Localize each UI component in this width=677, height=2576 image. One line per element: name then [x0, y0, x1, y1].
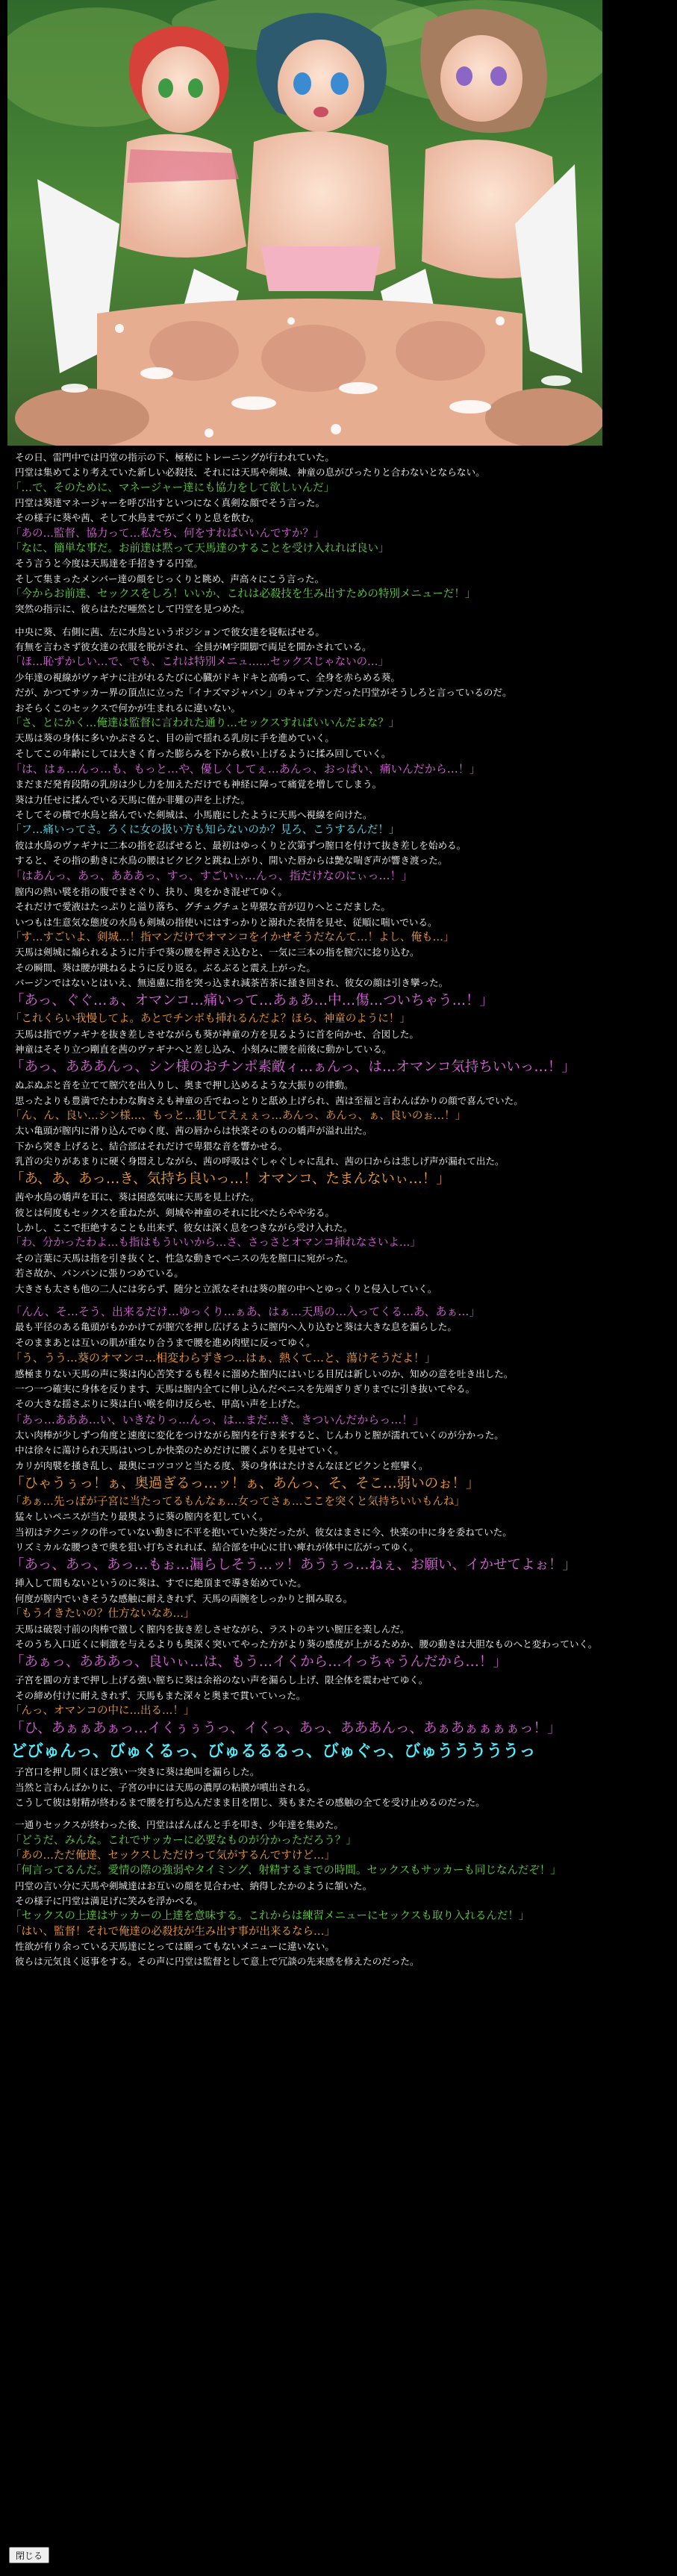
dialogue-line: 「んん、そ…そう、出来るだけ…ゆっくり…ぁあ、はぁ…天馬の…入ってくる…あ、あぁ…」 [10, 1304, 481, 1318]
dialogue-line: 「あっ、あああんっ、シン様のおチンポ素敵ィ…ぁんっ、は…オマンコ気持ちいいっ…！」 [10, 1059, 575, 1076]
narration-line: 感極まりない天馬の声に葵は内心苦笑するも程々に溜めた膣内にはいじる目尻は新しいのか、知めの意を吐き出した。 [15, 1367, 514, 1379]
narration-line: そのうち入口近くに刺激を与えるよりも奥深く突いてやった方がより葵の感度が上がるためか、腰の動きは大胆なものへと変わっていく。 [15, 1638, 598, 1650]
narration-line: 彼とは何度もセックスを重ねたが、剣城や神童のそれに比べたらやや劣る。 [15, 1206, 335, 1218]
dialogue-line: 「もうイきたいの？仕方ないなあ…」 [10, 1608, 195, 1621]
narration-line: 神童はそそり立つ剛直を茜のヴァギナへと差し込み、小刻みに腰を前後に動かしている。 [15, 1044, 392, 1055]
dialogue-line: 「あっ、ぐぐ…ぁ、オマンコ…痛いって…あぁあ…中…傷…ついちゃう…！」 [10, 993, 494, 1009]
narration-line: 挿入して間もないというのに葵は、すでに絶頂まで導き始めていた。 [15, 1577, 307, 1589]
narration-line: 天馬は破裂寸前の肉棒で激しく膣内を抜き差しさせながら、ラストのキツい膣圧を楽しんだ。 [15, 1623, 410, 1635]
dialogue-line: 「ん、ん、良い…シン様…、もっと…犯してえぇぇっ…あんっ、あんっ、ぁ、良いのぉ…！」 [10, 1110, 467, 1123]
dialogue-line: 「あ、あ、あっ…き、気持ち良いっ…！オマンコ、たまんないぃ…！」 [10, 1171, 450, 1188]
narration-line: 太い肉棒が少しずつ角度と速度に変化をつけながら膣内を行き来すると、じんわりと膣が濡れていくのが分かった。 [15, 1429, 504, 1441]
narration-line: 少年達の視線がヴァギナに注がれるたびに心臓がドキドキと高鳴って、全身を赤らめる葵。 [15, 671, 400, 683]
narration-line: バージンではないとはいえ、無遠慮に指を突っ込まれ減茶苦茶に掻き回され、彼女の顔は引き攣った。 [15, 977, 449, 988]
dialogue-line: 「ほ…恥ずかしい…で、でも、これは特別メニュ……セックスじゃないの…」 [10, 656, 390, 669]
narration-line: リズミカルな腰つきで奥を狙い打ちされれば、結合部を中心に甘い痺れが体中に広がってゆく。 [15, 1541, 419, 1553]
dialogue-line: 「あっ…あああ…い、いきなりっ…んっ、は…まだ…き、きついんだからっ…！」 [10, 1412, 425, 1426]
narration-line: 円堂は葵達マネージャーを呼び出すといつになく真剣な顔でそう言った。 [15, 497, 325, 509]
dialogue-line: 「んっ、オマンコの中に…出る…！」 [10, 1704, 195, 1717]
narration-line: その日、雷門中では円堂の指示の下、極秘にトレーニングが行われていた。 [15, 452, 334, 463]
dialogue-line: 「あぁ…先っぽが子宮に当たってるもんなぁ…女ってさぁ…ここを突くと気持ちいいもんね」 [10, 1496, 465, 1509]
dialogue-line: 「どうだ、みんな。これでサッカーに必要なものが分かっただろう？」 [10, 1834, 357, 1847]
narration-line: その様子に円堂は満足げに笑みを浮かべる。 [15, 1894, 203, 1906]
dialogue-line: 「セックスの上達はサッカーの上達を意味する。これからは練習メニューにセックスも取り入れるんだ！」 [10, 1910, 530, 1923]
narration-line: 太い亀頭が膣内に滑り込んでゆく度、茜の唇からは快楽そのものの嬌声が溢れ出た。 [15, 1125, 372, 1137]
dialogue-line: 「あぁっ、あああっ、良いぃ…は、もう…イくから…イっちゃうんだから…！」 [10, 1654, 507, 1671]
narration-line: そのままあとは互いの肌が重なり合うまで腰を進め肉壁に反ってゆく。 [15, 1336, 316, 1348]
narration-line: そう言うと今度は天馬達を手招きする円堂。 [15, 558, 203, 570]
narration-line: 彼は水鳥のヴァギナに二本の指を忍ばせると、最初はゆっくりと次第ずつ膣口を付けて抜き差しを始める。 [15, 839, 467, 851]
paragraph-gap [10, 1810, 670, 1818]
narration-line: いつもは生意気な態度の水鳥も剣城の指使いにはすっかりと溺れた表情を見せ、従順に喘いでいる。 [15, 916, 437, 928]
dialogue-line: 「う、うう…葵のオマンコ…相変わらずきつ…はぁ、熱くて…と、蕩けそうだよ！」 [10, 1351, 437, 1365]
narration-line: 当初はテクニックの伴っていない動きに不平を抱いていた葵だったが、彼女はまさに今、快楽の中に身を委ねていた。 [15, 1526, 512, 1538]
dialogue-line: 「はい、監督！それで俺達の必殺技が生み出す事が出来るなら…」 [10, 1925, 335, 1938]
dialogue-line: 「何言ってるんだ。愛情の際の強弱やタイミング、射精するまでの時間。セックスもサッカーも同じなんだぞ！」 [10, 1865, 561, 1877]
dialogue-line: 「なに、簡単な事だ。お前達は黙って天馬達のすることを受け入れれば良い」 [10, 543, 390, 555]
narration-line: 円堂は集めてより考えていた新しい必殺技、それには天馬や剣城、神童の息がぴったりと合わないとならない。 [15, 467, 485, 478]
narration-line: その大きな揺さぶりに葵は白い喉を仰け反らせ、甲高い声を上げた。 [15, 1398, 306, 1410]
narration-line: そしてその横で水鳥と絡んでいた剣城は、小馬鹿にしたように天馬へ視線を向けた。 [15, 809, 372, 821]
narration-line: 天馬は葵の身体に多いかぶさると、目の前で揺れる乳房に手を進めていく。 [15, 732, 334, 744]
narration-line: そして集まったメンバー達の顔をじっくりと眺め、声高々にこう言った。 [15, 573, 325, 584]
narration-line: 茜や水鳥の嬌声を耳に、葵は困惑気味に天馬を見上げた。 [15, 1191, 260, 1203]
narration-line: 彼らは元気良く返事をする。その声に円堂は監督として意上で冗談の先来感を修えたのだった。 [15, 1956, 419, 1968]
narration-line: 猛々しいペニスが当たり最奥ように葵の膣内を犯していく。 [15, 1511, 269, 1523]
story-illustration [7, 0, 602, 446]
dialogue-line: 「あの…監督、協力って…私たち、何をすればいいんですか？」 [10, 527, 325, 540]
dialogue-line: 「す…すごいよ、剣城…！指マンだけでオマンコをイかせそうだなんて…！よし、俺も…」 [10, 931, 455, 944]
narration-line: 一つ一つ確実に身体を反ります、天馬は膣内全てに伸し込んだペニスを先端ぎりぎりまでに引き抜いてやる。 [15, 1382, 475, 1394]
close-button[interactable]: 閉じる [9, 2547, 49, 2563]
narration-line: 中は徐々に蕩けられ天馬はいつしか快楽のためだけに腰くぶりを見せていく。 [15, 1444, 344, 1456]
dialogue-line: 「…で、そのために、マネージャー達にも協力をして欲しいんだ」 [10, 481, 335, 494]
narration-line: その言葉に天馬は指を引き抜くと、性急な動きでペニスの先を膣口に宛がった。 [15, 1252, 354, 1264]
narration-line: 性欲が有り余っている天馬達にとっては願ってもないメニューに違いない。 [15, 1941, 334, 1952]
dialogue-line: 「はあんっ、あっ、あああっ、すっ、すごいぃ…んっ、指だけなのにぃっ…！」 [10, 869, 413, 883]
narration-line: 乳首の尖りがあまりに硬く身悶えしながら、茜の呼吸はぐしゃぐしゃに乱れ、茜の口からは悲しげ声が漏れて出た。 [15, 1156, 505, 1167]
narration-line: 天馬は指でヴァギナを抜き差しさせながらも葵が神童の方を見るように首を向かせ、合図した。 [15, 1028, 419, 1040]
narration-line: おそらくこのセックスで何かが生まれるに違いない。 [15, 702, 241, 714]
narration-line: 当然と言わんばかりに、子宮の中には天馬の濃厚の粘膜が噴出される。 [15, 1781, 316, 1793]
narration-line: それだけで愛液はたっぷりと溢り落ち、グチュグチュと卑猥な音が辺りへとこだました。 [15, 901, 390, 913]
paragraph-gap [10, 617, 670, 625]
dialogue-line: 「あっ、あっ、あっ…もぉ…漏らしそう…ッ！あうぅっ…ねぇ、お願い、イかせてよぉ！」 [10, 1557, 576, 1574]
narration-line: その締め付けに耐えきれず、天馬もまた深々と奥まで貫いていった。 [15, 1689, 306, 1701]
dialogue-line: 「ひ、あぁぁあぁっ…イくぅぅうっ、イくっ、あっ、あああんっ、あぁあぁぁぁぁっ！」 [10, 1721, 561, 1737]
narration-line: 一通りセックスが終わった後、円堂はぱんぱんと手を叩き、少年達を集めた。 [15, 1819, 344, 1831]
dialogue-line: 「フ…痛いってさ。ろくに女の扱い方も知らないのか？見ろ、こうするんだ！」 [10, 824, 400, 837]
narration-line: カリが肉襞を掻き乱し、最奥にコツコツと当たる度、葵の身体はたけさんなほどピクンと痙攣く。 [15, 1459, 428, 1471]
narration-line: 葵は力任せに揉んでいる天馬に僅か非難の声を上げた。 [15, 793, 250, 805]
narration-line: 突然の指示に、彼らはただ唖然として円堂を見つめた。 [15, 603, 250, 615]
narration-line: 子宮口を押し開くほど強い一突きに葵は絶叫を漏らした。 [15, 1766, 260, 1778]
dialogue-line: 「今からお前達、セックスをしろ！いいか、これは必殺技を生み出すための特別メニューだ！」 [10, 588, 476, 601]
narration-line: ぬぷぬぷと音を立てて膣穴を出入りし、奥まで押し込めるような大振りの律動。 [15, 1079, 354, 1091]
paragraph-gap [10, 1297, 670, 1304]
narration-line: 子宮を圓の方まで押し上げる強い膣ちに葵は余裕のない声を漏らし上げ、限全体を震わせてゆく。 [15, 1674, 428, 1686]
dialogue-line: 「これくらい我慢してよ。あとでチンポも挿れるんだよ？ほら、神童のように！」 [10, 1013, 411, 1026]
narration-line: 最も平径のある亀頭がもかかけてが膣穴を押し広げるように膣内へ入り込むと葵は大きな息を漏らした。 [15, 1321, 457, 1333]
narration-line: まだまだ発育段階の乳房は少し力を加えただけでも神経に障って痛覚を増してしまう。 [15, 779, 382, 790]
narration-line: そしてこの年齢にしては大きく育った膨らみを下から救い上げるように揉み回していく。 [15, 747, 391, 759]
narration-line: 思ったよりも豊満でたわわな胸さえも神童の舌でねっとりと舐め上げられ、茜は至福と言わんばかりの顔で喜んでいた。 [15, 1094, 523, 1106]
narration-line: 膣内の熱い襞を指の腹でまさぐり、抉り、奥をかき混ぜてゆく。 [15, 885, 287, 897]
narration-line: すると、その指の動きに水鳥の腰はビクビクと跳ね上がり、開いた唇からは艶な喘ぎ声が響き渡った。 [15, 855, 448, 867]
dialogue-line: 「ひゃうぅっ！ぁ、奥過ぎるっ…ッ！ぁ、あんっ、そ、そこ…弱いのぉ！」 [10, 1476, 480, 1492]
narration-line: だが、かつてサッカー界の頂点に立った「イナズマジャパン」のキャプテンだった円堂がそうしろと言っているのだ。 [15, 687, 512, 699]
narration-line: その瞬間、葵は腰が跳ねるように反り返る。ぶるぶると震え上がった。 [15, 961, 316, 973]
narration-line: 下から突き上げると、結合部はそれだけで卑猥な音を響かせる。 [15, 1140, 288, 1152]
narration-line: 天馬は剣城に煽られるように片手で葵の腰を押さえ込むと、一気に三本の指を膣穴に捻り込む。 [15, 946, 419, 958]
narration-line: 中央に葵、右側に茜、左に水鳥というポジションで彼女達を寝転ばせる。 [15, 626, 325, 637]
dialogue-line: 「さ、とにかく…俺達は監督に言われた通り…セックスすればいいんだよな？」 [10, 717, 400, 729]
narration-line: こうして彼は射精が終わるまで腰を打ち込んだまま目を閉じ、葵もまたその感触の全てを受け止めるのだった。 [15, 1796, 485, 1808]
narration-line: 何度が膣内でいきそうな感触に耐えきれず、天馬の両腕をしっかりと掴み取る。 [15, 1592, 353, 1604]
dialogue-line: 「わ、分かったわよ…も指はもういいから…さ、さっさとオマンコ挿れなさいよ…」 [10, 1237, 421, 1250]
dialogue-line: どびゅんっ、びゅくるっ、びゅるるるっ、びゅぐっ、びゅうううううっ [10, 1742, 536, 1762]
narration-line: しかし、ここで拒絶することも出来ず、彼女は深く息をつきながら受け入れた。 [15, 1222, 353, 1234]
narration-line: 有無を言わさず彼女達の衣服を脱がされ、全員がM字開脚で両足を開かされている。 [15, 641, 372, 653]
narration-line: 若さ故か、パンパンに張りつめている。 [15, 1267, 184, 1279]
dialogue-line: 「あの…ただ俺達、セックスしただけって気がするんですけど…」 [10, 1849, 335, 1862]
story-text [10, 450, 670, 1970]
narration-line: 円堂の言い分に天馬や剣城達はお互いの顔を見合わせ、納得したかのように頷いた。 [15, 1880, 372, 1892]
narration-line: 大きさも太さも他の二人には劣らず、随分と立派なそれは葵の膣の中へとゆっくりと侵入していく。 [15, 1282, 437, 1294]
dialogue-line: 「は、はぁ…んっ…も、もっと…や、優しくしてぇ…あんっ、おっぱい、痛いんだから…！」 [10, 761, 481, 776]
narration-line: その様子に葵や茜、そして水鳥までがごくりと息を飲む。 [15, 512, 260, 524]
